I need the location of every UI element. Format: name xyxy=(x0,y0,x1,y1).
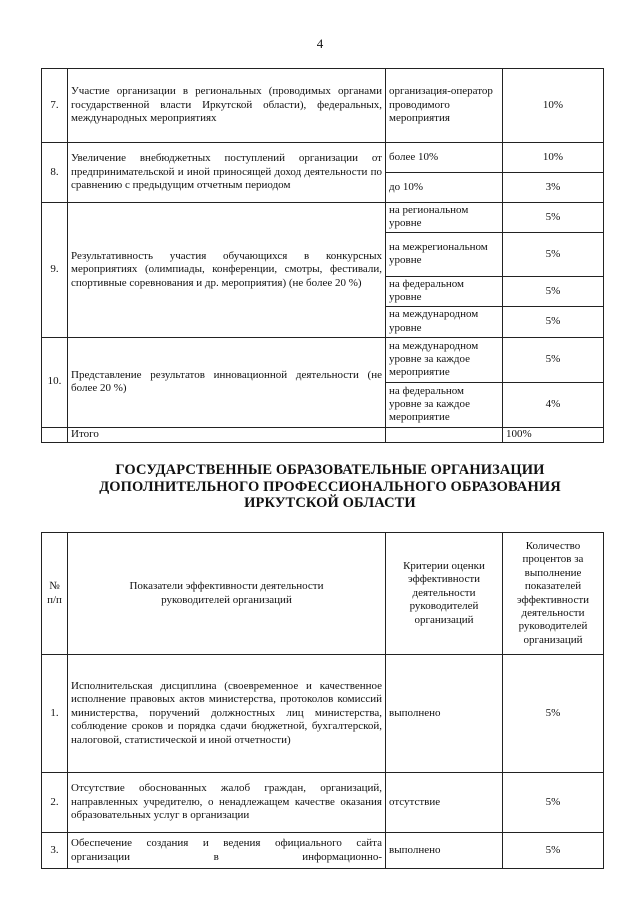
table-row xyxy=(42,337,604,382)
criterion-cell: на международном уровне за каждое мероприятие xyxy=(386,337,503,382)
row-number: 2. xyxy=(42,773,68,833)
indicator-cell: Участие организации в региональных (проводимых органами государственной власти Иркутской области), федеральных, международных мероприятиях xyxy=(68,69,386,143)
header-indicator: Показатели эффективности деятельности руководителей организаций xyxy=(68,533,386,655)
criterion-cell: до 10% xyxy=(386,173,503,203)
heading-line: ДОПОЛНИТЕЛЬНОГО ПРОФЕССИОНАЛЬНОГО ОБРАЗОВАНИЯ xyxy=(99,478,561,495)
table-row xyxy=(42,773,604,833)
indicator-cell: Представление результатов инновационной деятельности (не более 20 %) xyxy=(68,337,386,427)
section-heading xyxy=(60,462,600,512)
criterion-cell: на международном уровне xyxy=(386,306,503,337)
criterion-cell: организация-оператор проводимого мероприятия xyxy=(386,69,503,143)
row-number: 7. xyxy=(42,69,68,143)
percent-cell: 5% xyxy=(503,655,604,773)
header-criterion: Критерии оценки эффективности деятельности руководителей организаций xyxy=(386,533,503,655)
table-row xyxy=(42,203,604,233)
criterion-cell: на федеральном уровне xyxy=(386,276,503,306)
criterion-cell: выполнено xyxy=(386,833,503,869)
table-row xyxy=(42,143,604,173)
row-number xyxy=(42,427,68,442)
criterion-cell: на региональном уровне xyxy=(386,203,503,233)
indicators-table-dpo xyxy=(41,532,604,869)
percent-cell: 5% xyxy=(503,337,604,382)
indicator-cell: Увеличение внебюджетных поступлений организации от предпринимательской и иной приносящей доход деятельности по сравнению с предыдущим отчетным периодом xyxy=(68,143,386,203)
row-number: 8. xyxy=(42,143,68,203)
criterion-cell: более 10% xyxy=(386,143,503,173)
indicator-cell: Результативность участия обучающихся в конкурсных мероприятиях (олимпиады, конференции, смотры, фестивали, спортивные соревнования и др. мероприятия) (не более 20 %) xyxy=(68,203,386,338)
table-row xyxy=(42,655,604,773)
criterion-cell: на межрегиональном уровне xyxy=(386,232,503,276)
table-row xyxy=(42,69,604,143)
heading-line: ГОСУДАРСТВЕННЫЕ ОБРАЗОВАТЕЛЬНЫЕ ОРГАНИЗАЦИИ xyxy=(115,462,545,478)
header-percent: Количество процентов за выполнение показателей эффективности деятельности руководителей организаций xyxy=(503,533,604,655)
total-label: Итого xyxy=(68,427,386,442)
criterion-cell: на федеральном уровне за каждое мероприятие xyxy=(386,382,503,427)
percent-cell: 5% xyxy=(503,773,604,833)
row-number: 3. xyxy=(42,833,68,869)
percent-cell: 5% xyxy=(503,232,604,276)
row-number: 10. xyxy=(42,337,68,427)
table-row xyxy=(42,833,604,869)
percent-cell: 5% xyxy=(503,833,604,869)
percent-cell: 5% xyxy=(503,276,604,306)
row-number: 1. xyxy=(42,655,68,773)
row-number: 9. xyxy=(42,203,68,338)
percent-cell: 10% xyxy=(503,143,604,173)
indicators-table-continued xyxy=(41,68,604,443)
percent-cell: 4% xyxy=(503,382,604,427)
header-num: № п/п xyxy=(42,533,68,655)
percent-cell: 5% xyxy=(503,306,604,337)
percent-cell: 10% xyxy=(503,69,604,143)
indicator-cell: Обеспечение создания и ведения официального сайта организации в информационно- xyxy=(68,833,386,869)
percent-cell: 5% xyxy=(503,203,604,233)
criterion-cell: выполнено xyxy=(386,655,503,773)
heading-line: ИРКУТСКОЙ ОБЛАСТИ xyxy=(244,495,416,512)
percent-cell: 3% xyxy=(503,173,604,203)
page-number: 4 xyxy=(316,36,324,51)
criterion-cell xyxy=(386,427,503,442)
criterion-cell: отсутствие xyxy=(386,773,503,833)
indicator-cell: Отсутствие обоснованных жалоб граждан, организаций, направленных учредителю, о ненадлежащем качестве оказания образовательных услуг в организации xyxy=(68,773,386,833)
total-value: 100% xyxy=(503,427,604,442)
header-row xyxy=(42,533,604,655)
indicator-cell: Исполнительская дисциплина (своевременное и качественное исполнение правовых актов министерства, протоколов комиссий министерства, поручений должностных лиц министерства, соблюдение сроков и порядка сдачи бюджетной, бухгалтерской, налоговой, статистической и иной отчетности) xyxy=(68,655,386,773)
total-row xyxy=(42,427,604,442)
